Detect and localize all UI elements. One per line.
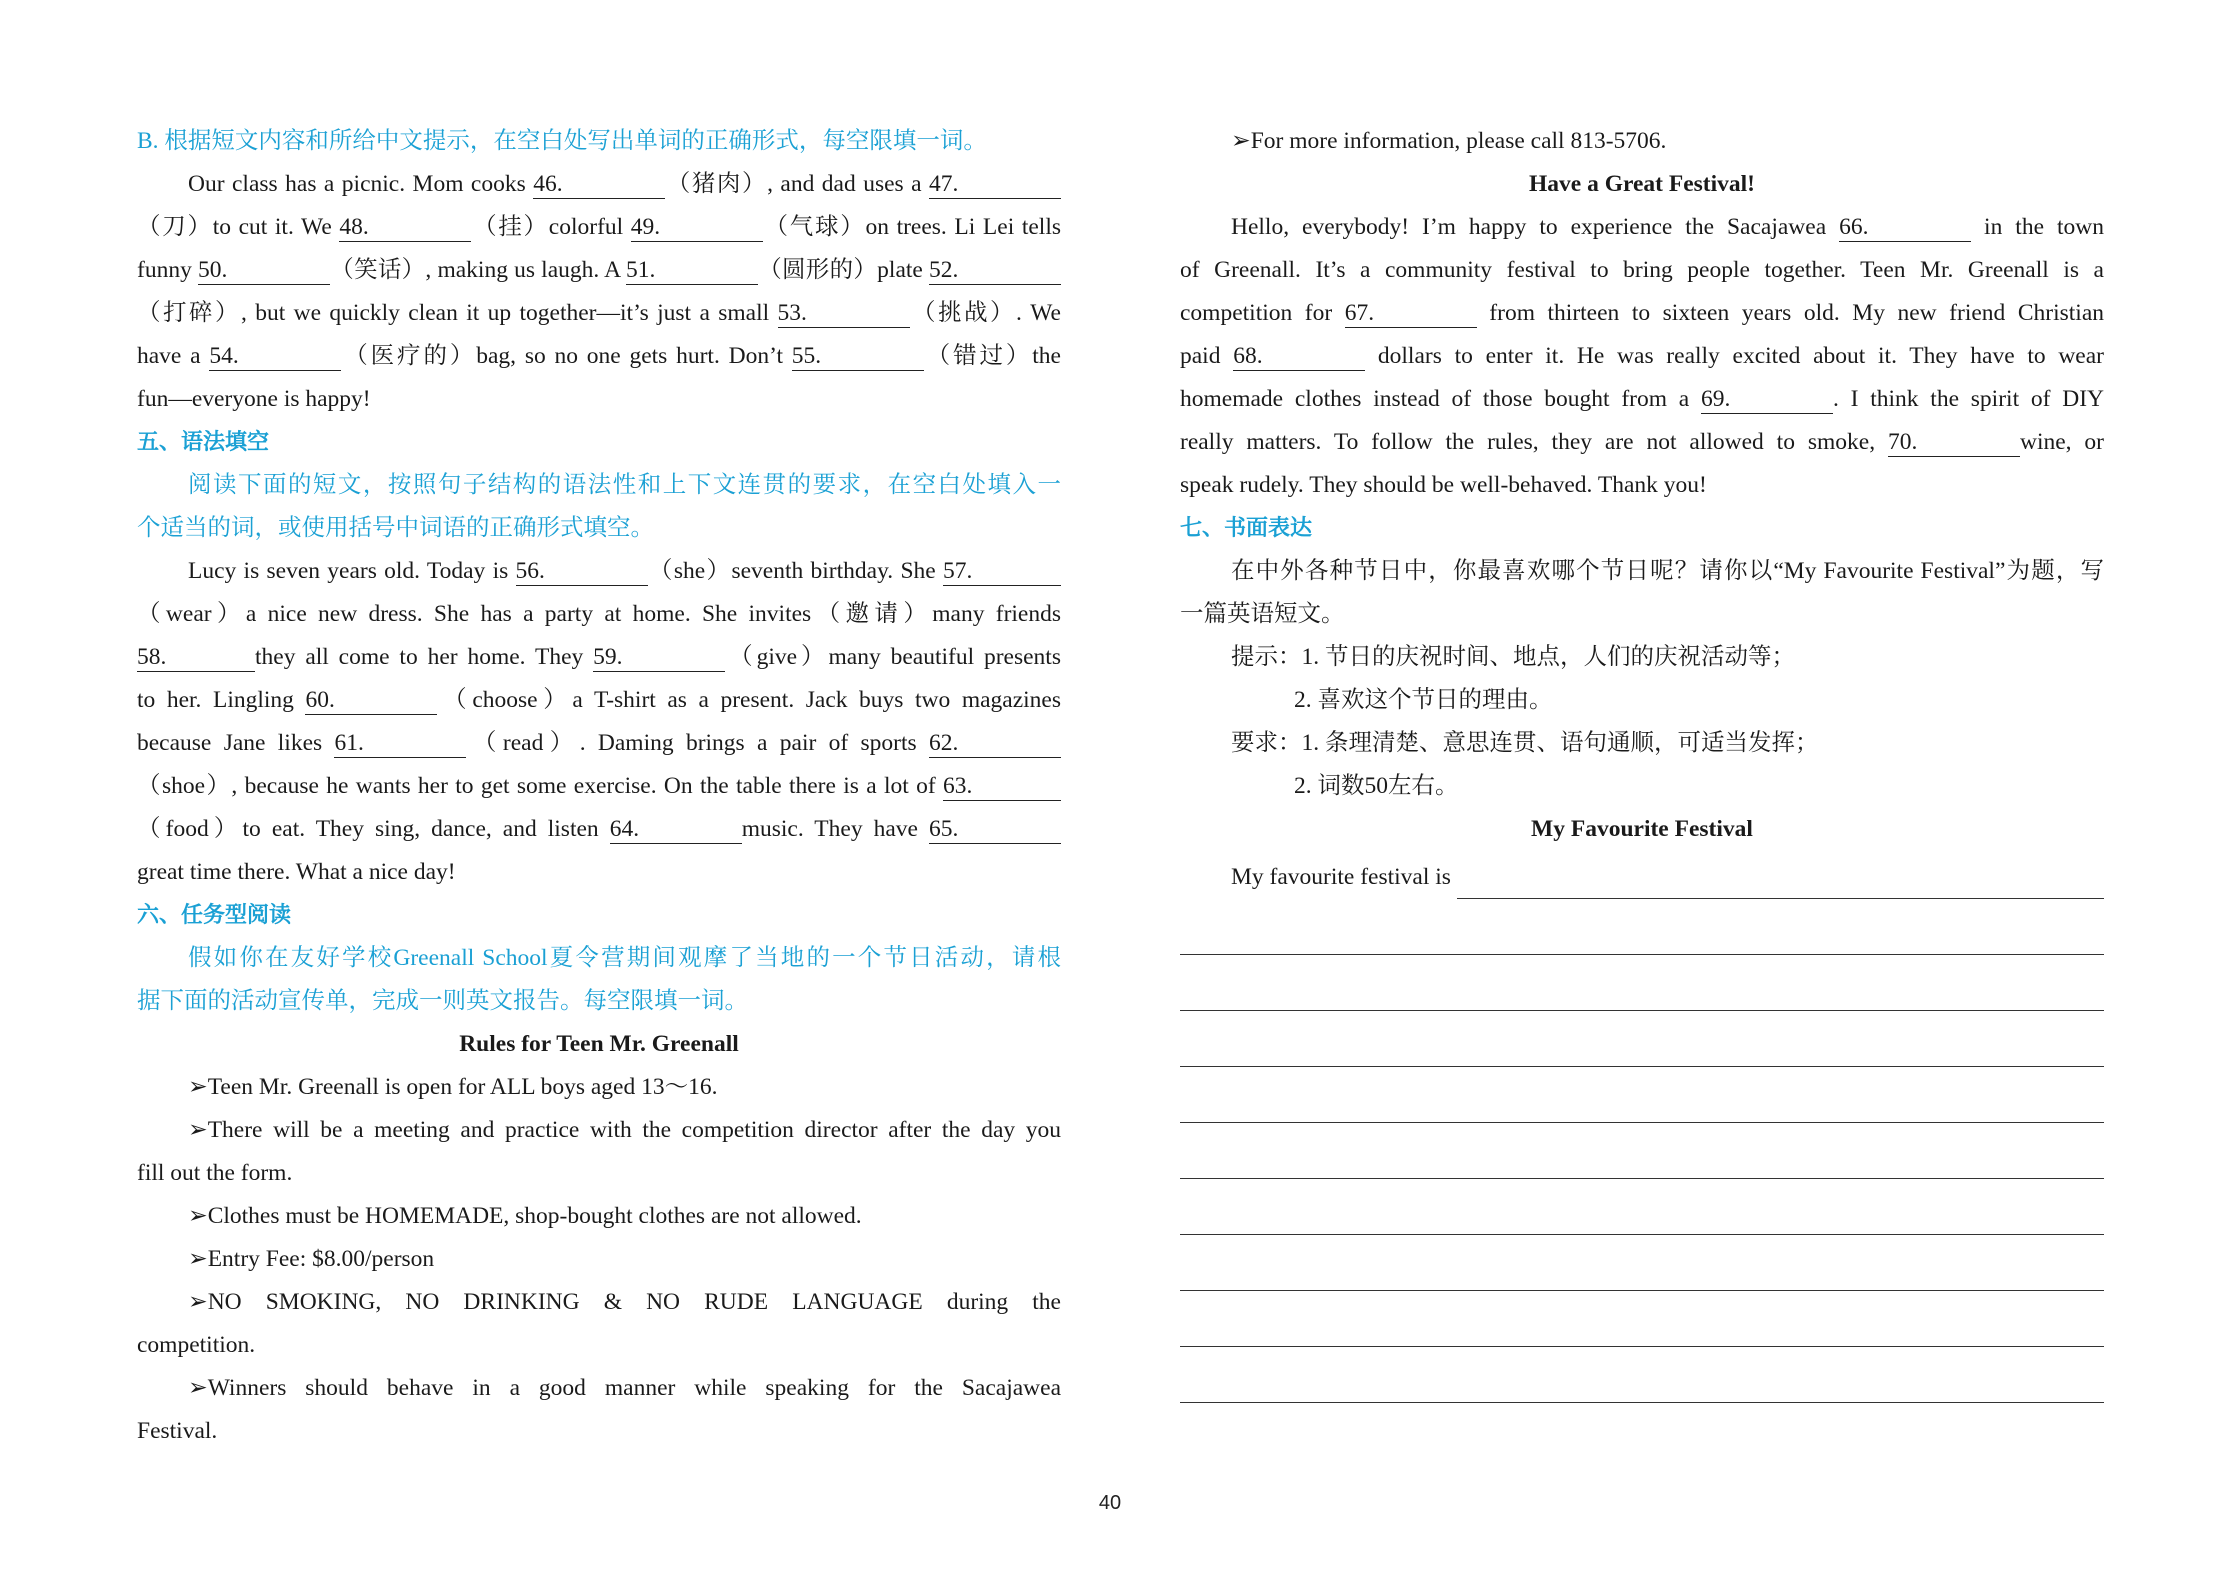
writing-line[interactable]	[1180, 955, 2104, 1011]
blank-63[interactable]: 63.	[943, 772, 1061, 801]
writing-line[interactable]	[1180, 1179, 2104, 1235]
blank-57[interactable]: 57.	[943, 557, 1061, 586]
rule-4: ➢Entry Fee: $8.00/person	[188, 1246, 435, 1272]
report-title: Have a Great Festival!	[1528, 171, 1755, 197]
section-b-instruction: B. 根据短文内容和所给中文提示，在空白处写出单词的正确形式，每空限填一词。	[137, 128, 987, 154]
passage-5-line-2: （wear）a nice new dress. She has a party at home. She invites（邀请）many friends	[137, 601, 1061, 627]
blank-60[interactable]: 60.	[305, 686, 437, 715]
passage-b-line-5: have a 54. （医疗的）bag, so no one gets hurt. Don’t 55. （错过）the	[137, 343, 1061, 369]
passage-b-line-3: funny 50. （笑话）, making us laugh. A 51. （圆形的）plate 52.	[137, 249, 1061, 292]
blank-69[interactable]: 69.	[1701, 385, 1833, 414]
rule-3: ➢Clothes must be HOMEMADE, shop-bought clothes are not allowed.	[188, 1203, 862, 1229]
rule-1: ➢Teen Mr. Greenall is open for ALL boys aged 13～16.	[188, 1074, 718, 1100]
right-column	[1180, 120, 2104, 1403]
essay-title: My Favourite Festival	[1531, 816, 1753, 842]
report-line-2: of Greenall. It’s a community festival to bring people together. Teen Mr. Greenall is a	[1180, 257, 2104, 283]
blank-62[interactable]: 62.	[929, 729, 1061, 758]
passage-5-line-8: great time there. What a nice day!	[137, 859, 456, 885]
blank-70[interactable]: 70.	[1888, 428, 2020, 457]
rule-5a: ➢NO SMOKING, NO DRINKING & NO RUDE LANGUAGE during the	[188, 1289, 1061, 1315]
essay-first-line: My favourite festival is	[1180, 851, 2104, 899]
writing-line[interactable]	[1180, 1235, 2104, 1291]
report-line-6: really matters. To follow the rules, they are not allowed to smoke, 70. wine, or	[1180, 429, 2104, 455]
blank-68[interactable]: 68.	[1233, 342, 1365, 371]
passage-5-line-5: because Jane likes 61. （read）. Daming brings a pair of sports 62.	[137, 722, 1061, 765]
blank-56[interactable]: 56.	[516, 557, 648, 586]
blank-51[interactable]: 51.	[626, 256, 758, 285]
section-6-instruction-2: 据下面的活动宣传单，完成一则英文报告。每空限填一词。	[137, 988, 748, 1014]
section-7-instruction-2: 一篇英语短文。	[1180, 601, 1345, 627]
report-line-3: competition for 67. from thirteen to sixteen years old. My new friend Christian	[1180, 300, 2104, 326]
report-line-7: speak rudely. They should be well-behaved. Thank you!	[1180, 472, 1707, 498]
section-7-heading: 七、书面表达	[1180, 516, 1313, 541]
passage-b-line-1: Our class has a picnic. Mom cooks 46. （猪肉）, and dad uses a 47.	[137, 163, 1061, 206]
report-line-4: paid 68. dollars to enter it. He was really excited about it. They have to wear	[1180, 343, 2104, 369]
passage-b-line-2: （刀）to cut it. We 48. （挂）colorful 49. （气球）on trees. Li Lei tells	[137, 214, 1061, 240]
rule-5b: competition.	[137, 1332, 256, 1358]
blank-67[interactable]: 67.	[1345, 299, 1477, 328]
blank-66[interactable]: 66.	[1839, 213, 1971, 242]
section-6-heading: 六、任务型阅读	[137, 903, 292, 928]
passage-b-line-6: fun—everyone is happy!	[137, 386, 371, 412]
blank-55[interactable]: 55.	[792, 342, 924, 371]
left-column	[137, 120, 1061, 1453]
rule-2b: fill out the form.	[137, 1160, 293, 1186]
writing-line[interactable]	[1180, 1291, 2104, 1347]
blank-64[interactable]: 64.	[610, 815, 742, 844]
section-5-instruction-1: 阅读下面的短文，按照句子结构的语法性和上下文连贯的要求，在空白处填入一	[188, 472, 1061, 498]
rule-6b: Festival.	[137, 1418, 218, 1444]
rule-2a: ➢There will be a meeting and practice with the competition director after the day you	[188, 1117, 1061, 1143]
passage-5-line-1: Lucy is seven years old. Today is 56. （she）seventh birthday. She 57.	[137, 550, 1061, 593]
report-line-5: homemade clothes instead of those bought from a 69. . I think the spirit of DIY	[1180, 386, 2104, 412]
writing-line[interactable]	[1180, 899, 2104, 955]
section-5-heading: 五、语法填空	[137, 430, 270, 455]
blank-52[interactable]: 52.	[929, 256, 1061, 285]
passage-5-line-4: to her. Lingling 60. （choose）a T-shirt as a present. Jack buys two magazines	[137, 687, 1061, 713]
blank-59[interactable]: 59.	[593, 643, 725, 672]
passage-5-line-7: （food）to eat. They sing, dance, and listen 64. music. They have 65.	[137, 808, 1061, 851]
report-line-1: Hello, everybody! I’m happy to experience the Sacajawea 66. in the town	[1231, 214, 2104, 240]
blank-53[interactable]: 53.	[778, 299, 910, 328]
blank-61[interactable]: 61.	[334, 729, 466, 758]
passage-5-line-6: （shoe）, because he wants her to get some exercise. On the table there is a lot of 63.	[137, 765, 1061, 808]
rules-title: Rules for Teen Mr. Greenall	[459, 1031, 739, 1057]
blank-46[interactable]: 46.	[533, 170, 665, 199]
requirement-2: 2. 词数50左右。	[1294, 773, 1459, 799]
writing-line[interactable]	[1457, 868, 2104, 899]
writing-line[interactable]	[1180, 1011, 2104, 1067]
blank-47[interactable]: 47.	[929, 170, 1061, 199]
blank-58[interactable]: 58.	[137, 643, 255, 672]
page-number: 40	[1098, 1492, 1122, 1514]
blank-65[interactable]: 65.	[929, 815, 1061, 844]
passage-b-line-4: （打碎）, but we quickly clean it up together—it’s just a small 53. （挑战）. We	[137, 300, 1061, 326]
passage-5-line-3: 58. they all come to her home. They 59. （give）many beautiful presents	[137, 644, 1061, 670]
hint-2: 2. 喜欢这个节日的理由。	[1294, 687, 1553, 713]
writing-line[interactable]	[1180, 1067, 2104, 1123]
blank-54[interactable]: 54.	[209, 342, 341, 371]
section-7-instruction-1: 在中外各种节日中，你最喜欢哪个节日呢？请你以“My Favourite Festival”为题，写	[1231, 558, 2104, 584]
section-6-instruction-1: 假如你在友好学校Greenall School夏令营期间观摩了当地的一个节日活动，请根	[188, 945, 1061, 971]
info-line: ➢For more information, please call 813-5706.	[1231, 128, 1667, 154]
hint-1: 提示：1. 节日的庆祝时间、地点，人们的庆祝活动等；	[1231, 644, 1795, 670]
blank-50[interactable]: 50.	[198, 256, 330, 285]
blank-48[interactable]: 48.	[339, 213, 471, 242]
writing-line[interactable]	[1180, 1347, 2104, 1403]
writing-line[interactable]	[1180, 1123, 2104, 1179]
rule-6a: ➢Winners should behave in a good manner while speaking for the Sacajawea	[188, 1375, 1061, 1401]
section-5-instruction-2: 个适当的词，或使用括号中词语的正确形式填空。	[137, 515, 654, 541]
requirement-1: 要求：1. 条理清楚、意思连贯、语句通顺，可适当发挥；	[1231, 730, 1819, 756]
blank-49[interactable]: 49.	[631, 213, 763, 242]
